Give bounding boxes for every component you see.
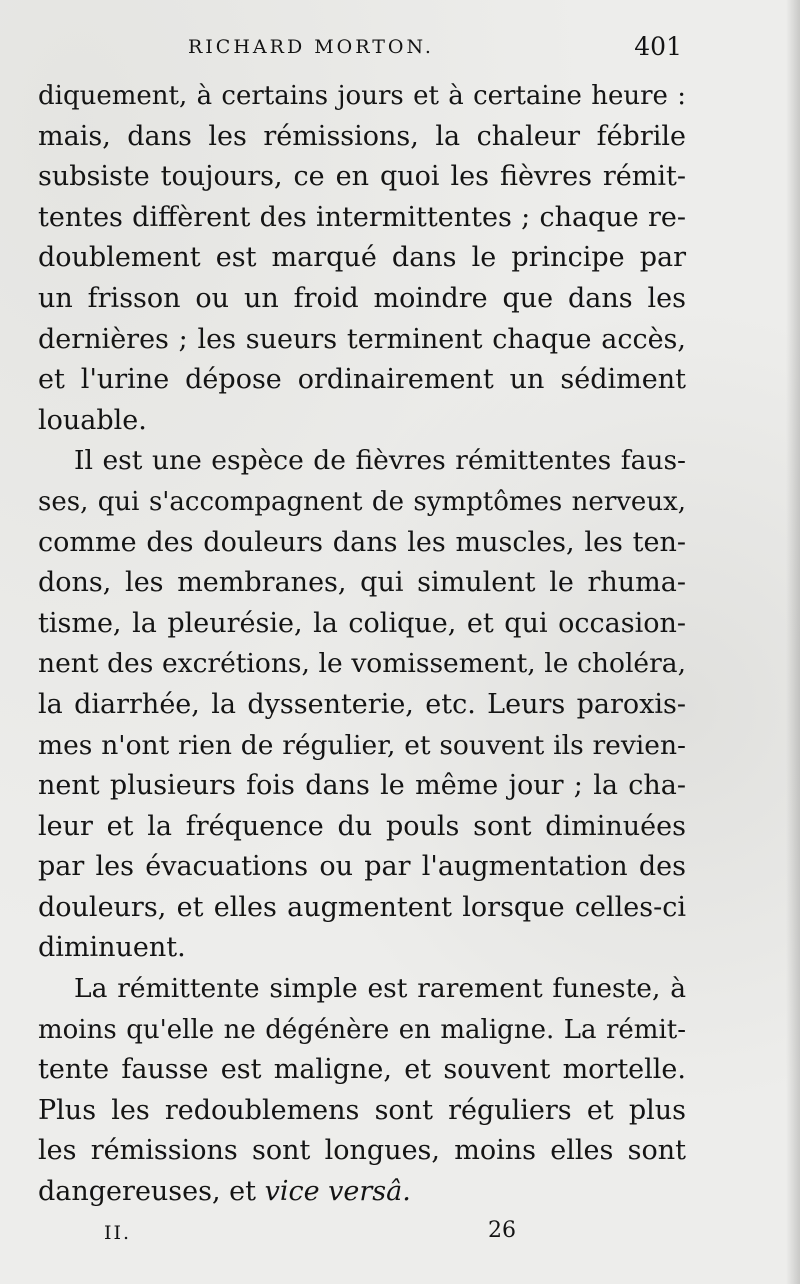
text-line: tentes diffèrent des intermittentes ; chaque re- [38, 201, 686, 233]
text-line: et l'urine dépose ordinairement un sédiment [38, 364, 686, 396]
text-line: un frisson ou un froid moindre que dans les [38, 282, 686, 314]
paragraph-1 [38, 76, 686, 441]
text-line: Il est une espèce de fièvres rémittentes faus- [74, 445, 686, 477]
text-line: par les évacuations ou par l'augmentation des [38, 851, 686, 883]
page-footer [40, 1218, 690, 1254]
text-line: les rémissions sont longues, moins elles sont [38, 1135, 686, 1167]
running-head [40, 32, 690, 62]
page-edge-shadow [786, 0, 800, 1284]
text-line: diminuent. [38, 932, 186, 964]
italic-phrase: vice versâ. [264, 1176, 411, 1208]
paragraph-2 [38, 441, 686, 969]
text-line: mes n'ont rien de régulier, et souvent ils revien- [38, 729, 686, 761]
text-line: douleurs, et elles augmentent lorsque celles-ci [38, 891, 686, 923]
text-line: dernières ; les sueurs terminent chaque accès, [38, 323, 686, 355]
text-line-final [38, 1172, 686, 1213]
text-line: doublement est marqué dans le principe par [38, 242, 686, 274]
text-line: leur et la fréquence du pouls sont diminuées [38, 810, 686, 842]
footer-catchword: 26 [488, 1218, 516, 1243]
page-number: 401 [634, 32, 682, 61]
text-line: ses, qui s'accompagnent de symptômes nerveux, [38, 486, 686, 517]
text-line: moins qu'elle ne dégénère en maligne. La rémit- [38, 1014, 686, 1045]
text-line: tisme, la pleurésie, la colique, et qui occasion- [38, 607, 686, 639]
text-line: dons, les membranes, qui simulent le rhuma- [38, 567, 686, 599]
paragraph-3 [38, 969, 686, 1213]
text-line: comme des douleurs dans les muscles, les ten- [38, 526, 686, 558]
text-line-final-roman: dangereuses, et [38, 1176, 256, 1208]
text-line: subsiste toujours, ce en quoi les fièvres rémit- [38, 161, 686, 193]
text-line: nent des excrétions, le vomissement, le choléra, [38, 648, 686, 680]
text-line: la diarrhée, la dyssenterie, etc. Leurs paroxis- [38, 688, 686, 720]
body-text [38, 76, 686, 1213]
text-line: tente fausse est maligne, et souvent mortelle. [38, 1054, 686, 1086]
text-line: Plus les redoublemens sont réguliers et plus [38, 1094, 686, 1126]
text-line: mais, dans les rémissions, la chaleur fébrile [38, 120, 686, 152]
text-line: louable. [38, 404, 147, 436]
text-line: diquement, à certains jours et à certaine heure : [38, 81, 686, 111]
running-title: RICHARD MORTON. [188, 36, 434, 58]
signature-mark: II. [104, 1222, 132, 1244]
text-line: nent plusieurs fois dans le même jour ; la cha- [38, 770, 686, 802]
text-line: La rémittente simple est rarement funeste, à [74, 973, 686, 1005]
